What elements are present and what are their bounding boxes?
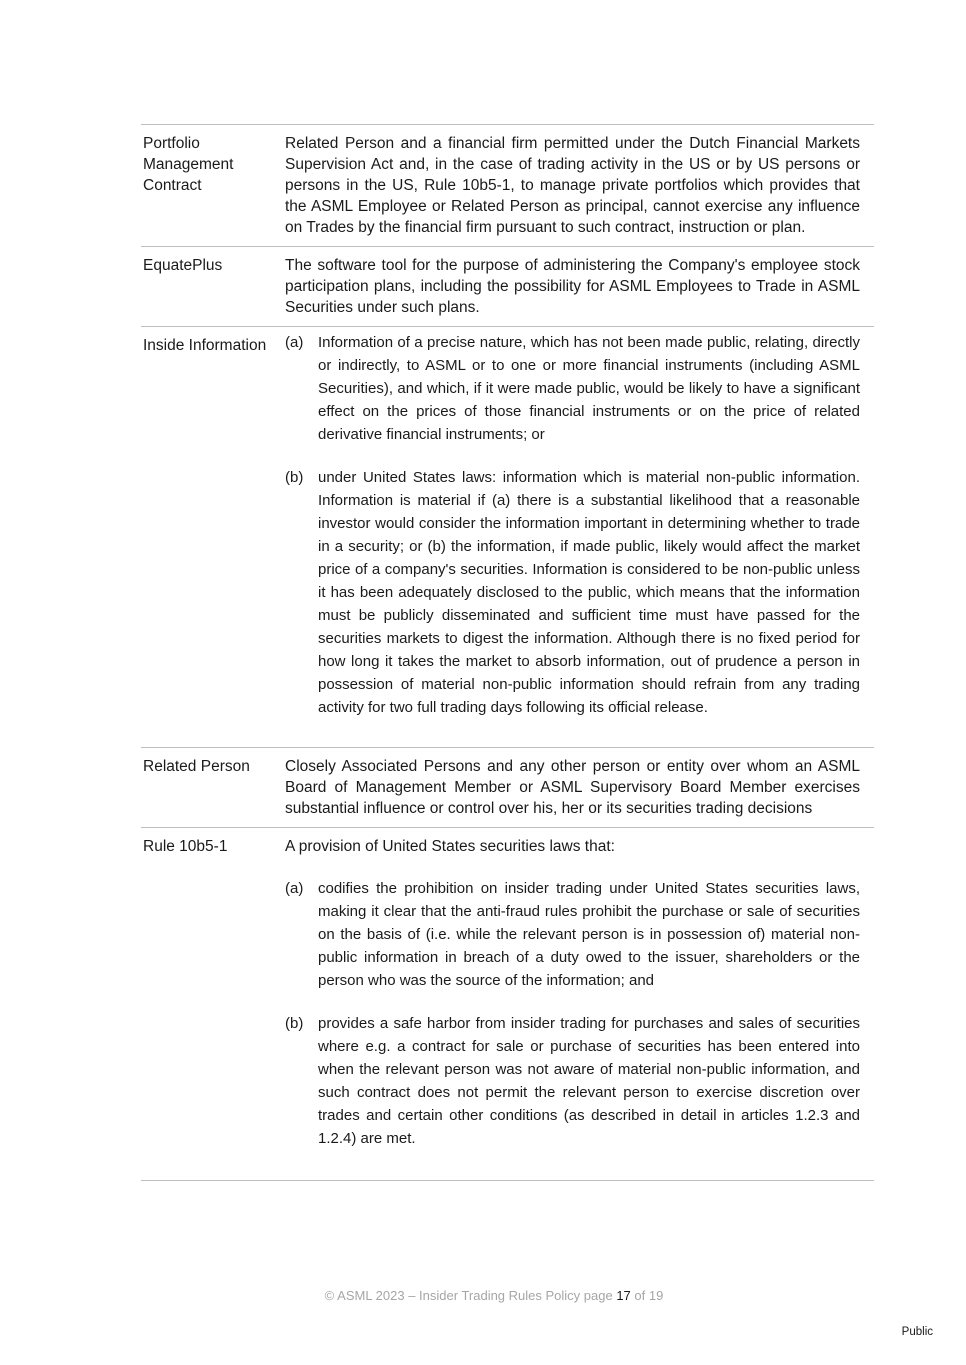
definition-row	[141, 125, 874, 247]
definition-row	[141, 748, 874, 828]
definition-paragraph: Related Person and a financial firm permitted under the Dutch Financial Markets Supervision Act and, in the case of trading activity in the US or by US persons or persons in the US, Rule 10b5-1, to manage private portfolios which provides that the ASML Employee or Related Person as principal, cannot exercise any influence on Trades by the financial firm pursuant to such contract, instruction or plan.	[285, 135, 860, 236]
page-number: 17	[616, 1288, 631, 1303]
classification-label: Public	[901, 1326, 933, 1338]
list-item	[285, 877, 860, 992]
item-text: under United States laws: information which is material non-public information. Information is material if (a) there is a substantial likelihood that a reasonable investor would consider the information important in determining whether to trade in a security; or (b) the information, if made public, likely would affect the market price of a company's securities. Information is considered to be non-public unless it has been adequately disclosed to the public, which means that the information must be publicly disseminated and sufficient time must have passed for the securities markets to digest the information. Although there is no fixed period for how long it takes the market to absorb information, out of prudence a person in possession of material non-public information should refrain from any trading activity for two full trading days following its official release.	[318, 469, 860, 716]
definitions-table	[141, 124, 874, 1181]
list-item	[285, 331, 860, 446]
item-label: (a)	[285, 880, 304, 897]
item-label: (a)	[285, 334, 304, 351]
item-text: provides a safe harbor from insider trading for purchases and sales of securities where e.g. a contract for sale or purchase of securities has been entered into when the relevant person was not aware of material non-public information, and such contract does not permit the relevant person to exercise discretion over trades and certain other conditions (as described in detail in articles 1.2.3 and 1.2.4) are met.	[318, 1015, 860, 1147]
definition-row	[141, 327, 874, 748]
definition-row	[141, 828, 874, 1181]
term-label: Rule 10b5-1	[143, 838, 228, 855]
list-item	[285, 466, 860, 719]
definition-paragraph: Closely Associated Persons and any other person or entity over whom an ASML Board of Management Member or ASML Supervisory Board Member exercises substantial influence or control over his, her or its securities trading decisions	[285, 758, 860, 817]
item-text: Information of a precise nature, which has not been made public, relating, directly or indirectly, to ASML or to one or more financial instruments (including ASML Securities), and which, if it were made public, would be likely to have a significant effect on the prices of those financial instruments or on the price of related derivative financial instruments; or	[318, 334, 860, 443]
footer-prefix: © ASML 2023 – Insider Trading Rules Policy page	[324, 1288, 617, 1303]
footer-suffix: of 19	[630, 1288, 664, 1303]
item-label: (b)	[285, 469, 304, 486]
term-label: Related Person	[143, 758, 250, 775]
term-label: EquatePlus	[143, 257, 223, 274]
definition-text	[285, 247, 874, 326]
definition-row	[141, 247, 874, 327]
definition-text	[285, 327, 874, 747]
item-label: (b)	[285, 1015, 304, 1032]
list-item	[285, 1012, 860, 1150]
definition-text	[285, 748, 874, 827]
definition-paragraph: The software tool for the purpose of administering the Company's employee stock participation plans, including the possibility for ASML Employees to Trade in ASML Securities under such plans.	[285, 257, 860, 316]
term-label: Inside Information	[143, 337, 267, 354]
definition-text	[285, 125, 874, 246]
item-text: codifies the prohibition on insider trading under United States securities laws, making it clear that the anti-fraud rules prohibit the purchase or sale of securities on the basis of (i.e. while the relevant person is in possession of) material non-public information in breach of a duty owed to the issuer, shareholders or the person who was the source of the information; and	[318, 880, 860, 989]
page-footer	[0, 1288, 966, 1303]
definition-intro: A provision of United States securities laws that:	[285, 838, 615, 855]
term-label: Portfolio Management Contract	[143, 135, 234, 194]
definition-text	[285, 828, 874, 1180]
